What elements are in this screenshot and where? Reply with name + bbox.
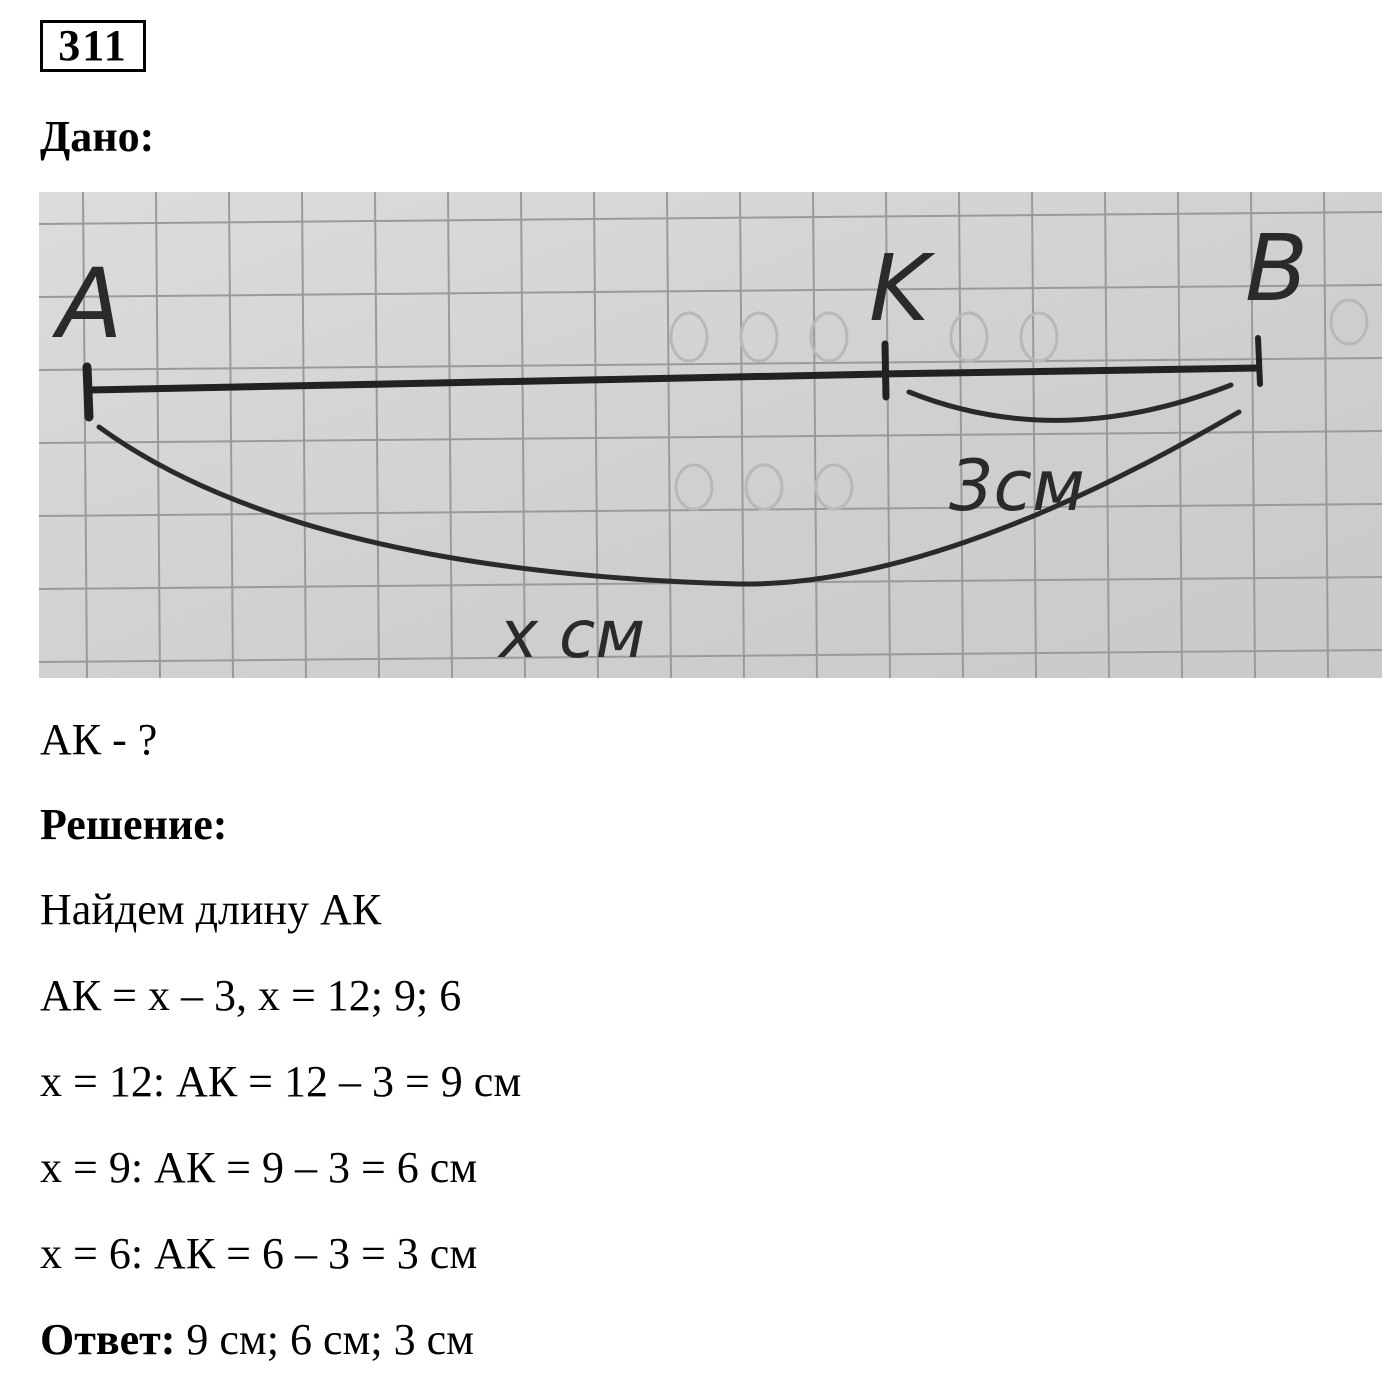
- solution-line: АК = x – 3, x = 12; 9; 6: [40, 971, 462, 1020]
- solution-heading: Решение:: [40, 800, 228, 849]
- tick-k: [885, 344, 886, 397]
- answer-label: Ответ:: [40, 1315, 176, 1364]
- point-a-label: A: [57, 248, 123, 360]
- answer-line: [40, 1315, 474, 1365]
- solution-line: Найдем длину АК: [40, 885, 382, 934]
- given-heading: Дано:: [40, 112, 155, 161]
- problem-number: 311: [40, 20, 146, 72]
- answer-value: 9 см; 6 см; 3 см: [175, 1315, 474, 1364]
- tick-b: [1258, 338, 1260, 384]
- segment-diagram: [39, 192, 1382, 678]
- solution-line: x = 12: АК = 12 – 3 = 9 см: [40, 1057, 522, 1106]
- question: АК - ?: [40, 715, 158, 764]
- tick-a: [87, 367, 89, 417]
- segment-diagram-photo: [39, 192, 1382, 678]
- point-k-label: K: [869, 235, 930, 342]
- solution-line: x = 9: АК = 9 – 3 = 6 см: [40, 1143, 478, 1192]
- kb-length-label: 3см: [949, 445, 1085, 527]
- solution-line: x = 6: АК = 6 – 3 = 3 см: [40, 1229, 478, 1278]
- point-b-label: B: [1245, 215, 1309, 322]
- ab-length-label: x см: [499, 596, 646, 673]
